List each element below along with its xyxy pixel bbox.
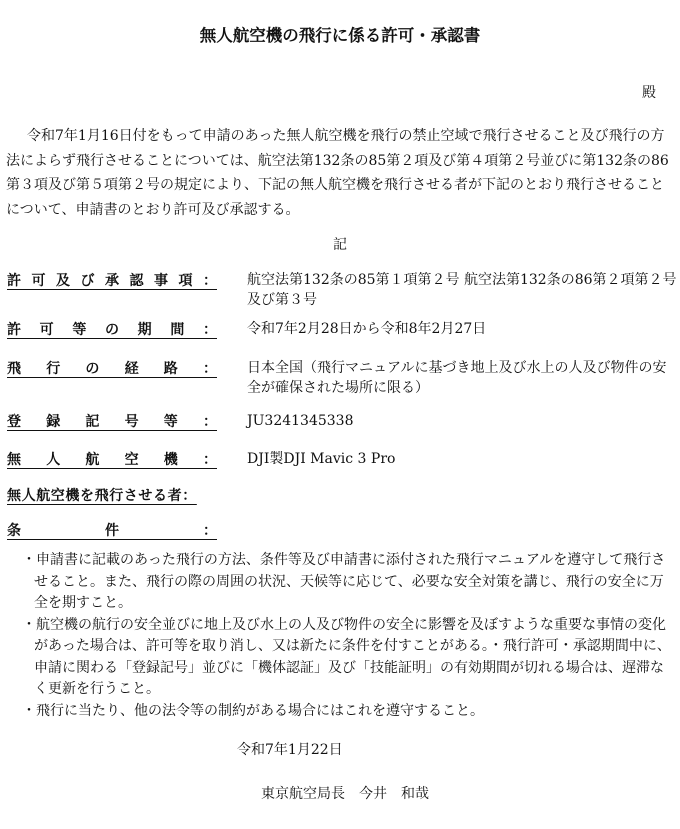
- label-unmanned-aircraft: 無人航空機：: [7, 452, 217, 468]
- ki-heading: 記: [333, 237, 347, 253]
- value-unmanned-aircraft: DJI製DJI Mavic 3 Pro: [247, 451, 396, 467]
- issuer-signature: 東京航空局長 今井 和哉: [261, 786, 429, 802]
- issue-date: 令和7年1月22日: [237, 742, 343, 758]
- value-permission-items: 航空法第132条の85第１項第２号 航空法第132条の86第２項第２号及び第３号: [247, 272, 677, 308]
- value-registration-number: JU3241345338: [247, 413, 354, 429]
- conditions-list: [22, 550, 674, 722]
- condition-item: ・申請書に記載のあった飛行の方法、条件等及び申請書に添付された飛行マニュアルを遵守して飛行させること。また、飛行の際の周囲の状況、天候等に応じて、必要な安全対策を講じ、飛行の安全に万全を期すこと。: [22, 552, 666, 611]
- addressee-suffix: 殿: [642, 85, 656, 101]
- label-permission-period: 許可等の期間：: [7, 322, 217, 338]
- condition-item: ・飛行に当たり、他の法令等の制約がある場合にはこれを遵守すること。: [22, 702, 484, 719]
- condition-item: ・航空機の航行の安全並びに地上及び水上の人及び物件の安全に影響を及ぼすような重要な事情の変化があった場合は、許可等を取り消し、又は新たに条件を付すことがある。・飛行許可・承認期間中に、申請に関わる「登録記号」並びに「機体認証」及び「技能証明」の有効期間が切れる場合は、遅滞なく更新を行うこと。: [22, 616, 671, 697]
- document-title: 無人航空機の飛行に係る許可・承認書: [199, 26, 481, 45]
- intro-paragraph: 令和7年1月16日付をもって申請のあった無人航空機を飛行の禁止空域で飛行させること及び飛行の方法によらず飛行させることについては、航空法第132条の85第２項及び第４項第２号並びに第132条の86第３項及び第５項第２号の規定により、下記の無人航空機を飛行させる者が下記のとおり飛行させることについて、申請書のとおり許可及び承認する。: [6, 128, 669, 218]
- value-flight-route: 日本全国（飛行マニュアルに基づき地上及び水上の人及び物件の安全が確保された場所に限る）: [247, 360, 667, 396]
- label-registration-number: 登録記号等：: [7, 414, 217, 430]
- label-conditions: 条件：: [7, 523, 217, 539]
- label-permission-items: 許可及び承認事項：: [7, 273, 217, 289]
- label-pilot: 無人航空機を飛行させる者：: [7, 488, 197, 504]
- label-flight-route: 飛行の経路：: [7, 361, 217, 377]
- value-permission-period: 令和7年2月28日から令和8年2月27日: [247, 321, 487, 337]
